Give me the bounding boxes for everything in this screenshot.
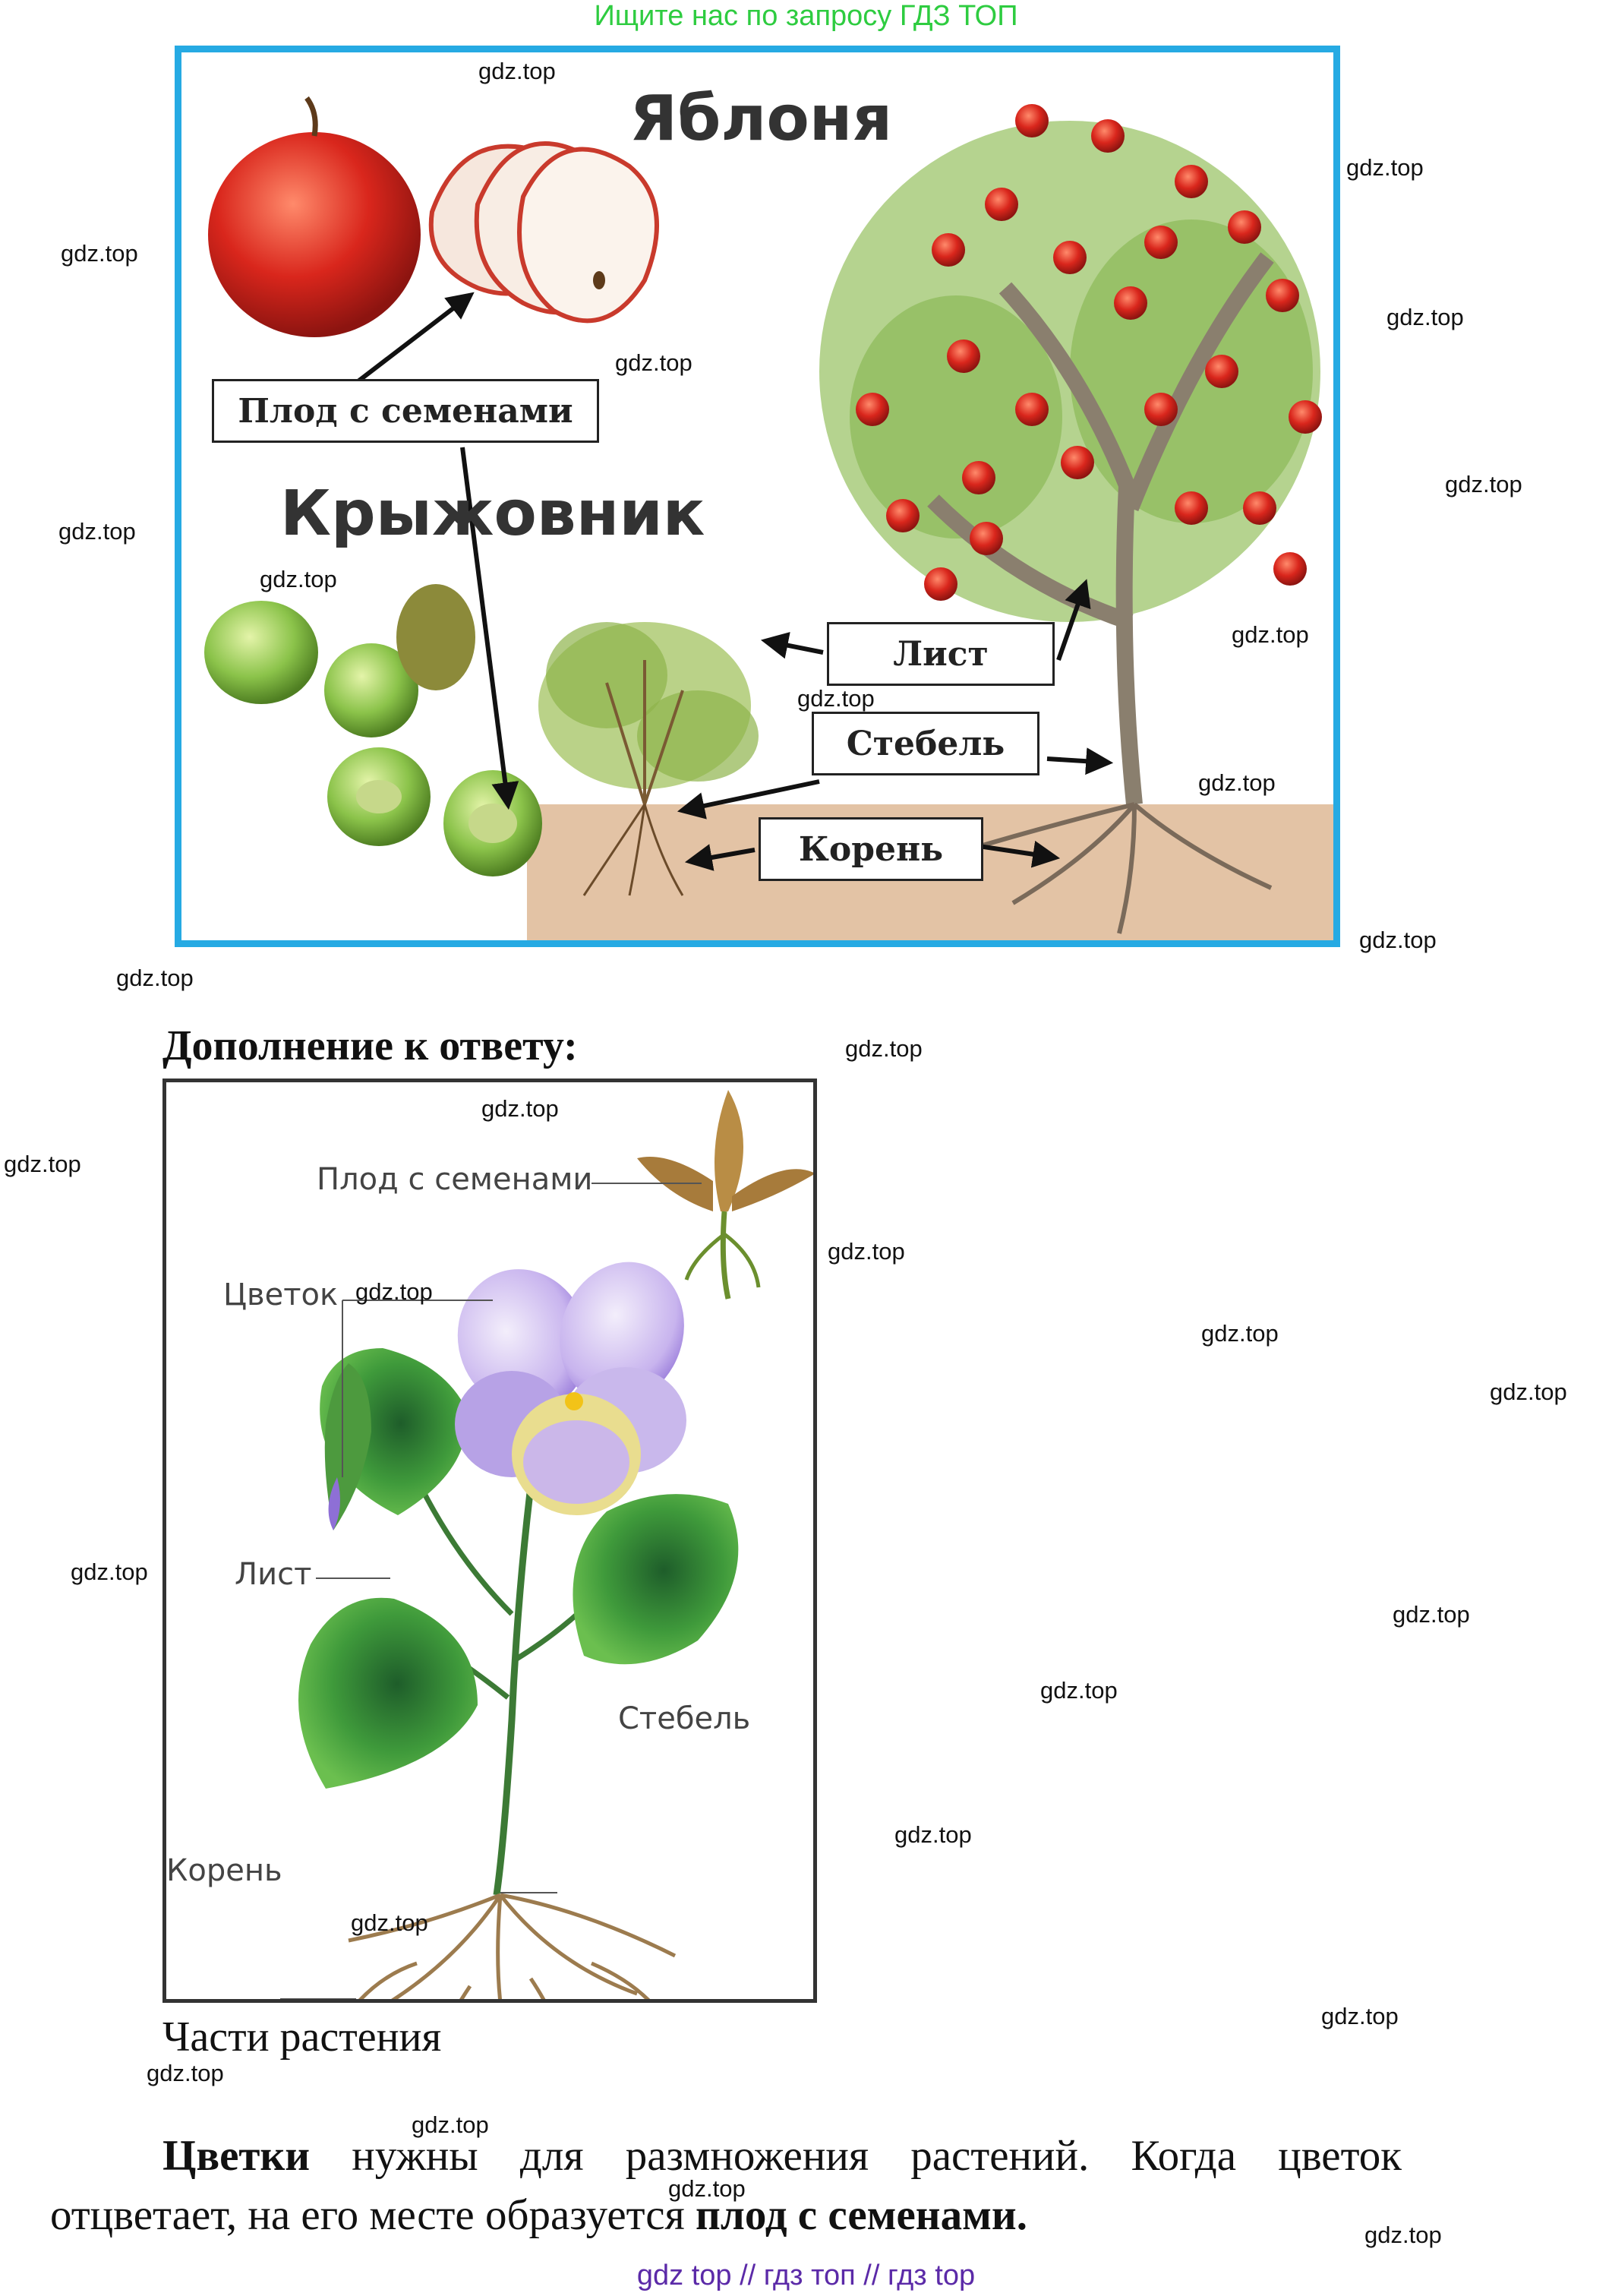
figure-plant-parts [162, 1079, 817, 2003]
watermark: gdz.top [1201, 1320, 1279, 1347]
watermark: gdz.top [147, 2060, 224, 2086]
word-7: цветок [1278, 2132, 1402, 2180]
footer-links: gdz top // гдз топ // гдз top [636, 2260, 976, 2291]
watermark: gdz.top [828, 1238, 905, 1265]
watermark: gdz.top [351, 1909, 428, 1936]
arrow-stem-to-tree [1047, 759, 1108, 763]
watermark: gdz.top [1393, 1601, 1470, 1628]
label-box-fruit: Плод с семенами [212, 379, 599, 443]
watermark: gdz.top [845, 1035, 923, 1062]
watermark: gdz.top [478, 58, 556, 84]
watermark: gdz.top [1445, 471, 1522, 497]
watermark: gdz.top [71, 1559, 148, 1585]
seed-pod-icon [637, 1090, 813, 1299]
title-gooseberry: Крыжовник [280, 478, 705, 550]
watermark: gdz.top [797, 685, 875, 712]
word-6: Когда [1131, 2132, 1237, 2180]
watermark: gdz.top [615, 349, 692, 376]
label-box-leaf: Лист [827, 622, 1055, 686]
word-3: для [519, 2132, 584, 2180]
word-4: размножения [625, 2132, 869, 2180]
word-5: растений. [910, 2132, 1090, 2180]
watermark: gdz.top [355, 1278, 433, 1305]
plant-label-fruit: Плод с семенами [317, 1162, 593, 1197]
line2-text: отцветает, на его месте образуется [50, 2191, 696, 2239]
arrow-leaf-to-bush [766, 641, 823, 652]
watermark: gdz.top [668, 2175, 746, 2202]
watermark: gdz.top [61, 240, 138, 267]
leaf-lower-left [298, 1598, 478, 1789]
plant-label-flower: Цветок [223, 1277, 339, 1312]
apple-slices-icon [431, 144, 657, 321]
label-box-stem: Стебель [812, 712, 1039, 775]
watermark: gdz.top [412, 2111, 489, 2138]
figure-apple-gooseberry [175, 46, 1340, 947]
watermark: gdz.top [1364, 2222, 1442, 2248]
plant-label-stem: Стебель [618, 1701, 751, 1736]
watermark: gdz.top [481, 1095, 559, 1122]
watermark: gdz.top [1386, 304, 1464, 330]
watermark: gdz.top [58, 518, 136, 545]
watermark: gdz.top [1321, 2003, 1399, 2029]
watermark: gdz.top [116, 965, 194, 991]
apple-whole-icon [208, 98, 421, 337]
watermark: gdz.top [4, 1151, 81, 1177]
watermark: gdz.top [894, 1821, 972, 1848]
watermark: gdz.top [1346, 154, 1424, 181]
gooseberries-icon [204, 584, 542, 876]
watermark: gdz.top [1232, 621, 1309, 648]
top-banner: Ищите нас по запросу ГДЗ ТОП [594, 0, 1018, 32]
plant-label-leaf: Лист [235, 1557, 312, 1592]
watermark: gdz.top [1359, 927, 1437, 953]
watermark: gdz.top [1198, 769, 1276, 796]
title-apple-tree: Яблоня [629, 83, 893, 155]
label-box-root: Корень [759, 817, 983, 881]
watermark: gdz.top [1490, 1379, 1567, 1405]
word-2: нужны [352, 2132, 478, 2180]
watermark: gdz.top [260, 566, 337, 592]
line2-bold: плод с семенами. [696, 2191, 1028, 2239]
section-heading: Дополнение к ответу: [162, 1022, 578, 1069]
leaf-right [573, 1494, 738, 1664]
violet-flower-icon [438, 1244, 704, 1515]
figure-caption: Части растения [162, 2013, 442, 2061]
plant-label-root: Корень [166, 1853, 282, 1888]
watermark: gdz.top [1040, 1677, 1118, 1704]
word-flowers: Цветки [162, 2132, 311, 2180]
